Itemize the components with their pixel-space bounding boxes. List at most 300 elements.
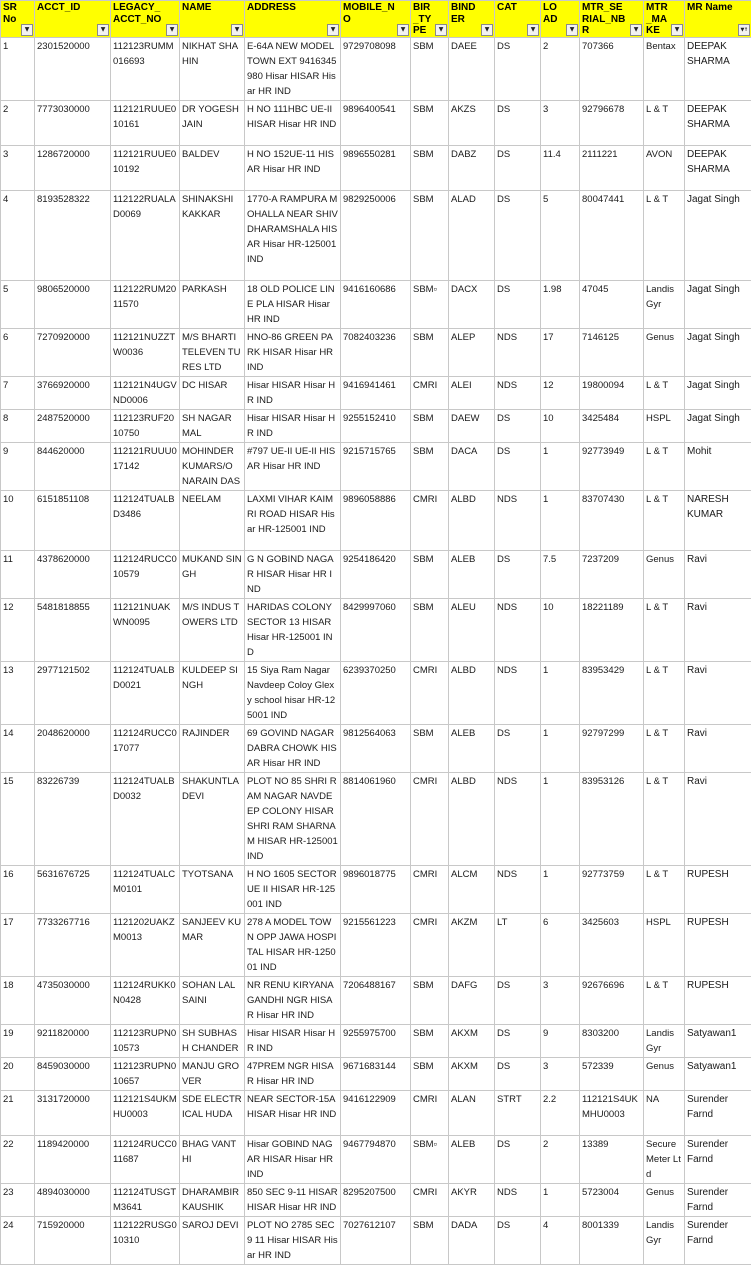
table-cell[interactable]: Surender Farnd bbox=[685, 1135, 751, 1183]
table-cell[interactable]: 112124TUALBD0032 bbox=[111, 772, 180, 865]
table-cell[interactable]: L & T bbox=[644, 598, 685, 661]
table-cell[interactable]: 112123RUPN010657 bbox=[111, 1057, 180, 1090]
table-cell[interactable]: Surender Farnd bbox=[685, 1090, 751, 1135]
table-cell[interactable]: Surender Farnd bbox=[685, 1183, 751, 1216]
table-cell[interactable]: CMRI bbox=[411, 1183, 449, 1216]
table-cell[interactable]: NR RENU KIRYANA GANDHI NGR HISAR Hisar HR IND bbox=[245, 976, 341, 1024]
table-cell[interactable]: 2 bbox=[541, 37, 580, 100]
table-cell[interactable]: ALEU bbox=[449, 598, 495, 661]
table-cell[interactable]: 2111221 bbox=[580, 145, 644, 190]
table-cell[interactable]: NIKHAT SHAHIN bbox=[180, 37, 245, 100]
table-cell[interactable]: ALCM bbox=[449, 865, 495, 913]
table-cell[interactable]: SBM▫ bbox=[411, 280, 449, 328]
table-cell[interactable]: 9416160686 bbox=[341, 280, 411, 328]
table-cell[interactable]: 112124TUALBD3486 bbox=[111, 490, 180, 550]
table-cell[interactable]: Genus bbox=[644, 1057, 685, 1090]
table-cell[interactable]: 9255152410 bbox=[341, 409, 411, 442]
table-cell[interactable]: AKXM bbox=[449, 1024, 495, 1057]
table-cell[interactable]: ALAD bbox=[449, 190, 495, 280]
table-cell[interactable]: L & T bbox=[644, 490, 685, 550]
table-cell[interactable]: 112124TUALCM0101 bbox=[111, 865, 180, 913]
filter-dropdown-icon[interactable]: ▼ bbox=[231, 24, 243, 36]
table-cell[interactable]: L & T bbox=[644, 865, 685, 913]
table-cell[interactable]: ALEB bbox=[449, 550, 495, 598]
table-cell[interactable]: 1 bbox=[541, 490, 580, 550]
table-cell[interactable]: DS bbox=[495, 37, 541, 100]
table-cell[interactable]: Jagat Singh bbox=[685, 409, 751, 442]
table-cell[interactable]: 112124RUCC017077 bbox=[111, 724, 180, 772]
table-cell[interactable]: NDS bbox=[495, 490, 541, 550]
table-cell[interactable]: 707366 bbox=[580, 37, 644, 100]
table-cell[interactable]: 2487520000 bbox=[35, 409, 111, 442]
table-cell[interactable]: PLOT NO 2785 SEC 9 11 Hisar HISAR Hisar HR IND bbox=[245, 1216, 341, 1264]
table-cell[interactable]: DACA bbox=[449, 442, 495, 490]
table-cell[interactable]: 8295207500 bbox=[341, 1183, 411, 1216]
table-cell[interactable]: DS bbox=[495, 145, 541, 190]
table-cell[interactable]: L & T bbox=[644, 376, 685, 409]
filter-dropdown-icon[interactable]: ▼ bbox=[527, 24, 539, 36]
table-cell[interactable]: 112121S4UKMHU0003 bbox=[580, 1090, 644, 1135]
table-cell[interactable]: SBM bbox=[411, 598, 449, 661]
table-cell[interactable]: Ravi bbox=[685, 598, 751, 661]
table-cell[interactable]: 7206488167 bbox=[341, 976, 411, 1024]
table-cell[interactable]: HSPL bbox=[644, 913, 685, 976]
table-cell[interactable]: LT bbox=[495, 913, 541, 976]
table-cell[interactable]: CMRI bbox=[411, 865, 449, 913]
table-cell[interactable]: NA bbox=[644, 1090, 685, 1135]
filter-dropdown-icon[interactable]: ▼ bbox=[397, 24, 409, 36]
table-cell[interactable]: DAEW bbox=[449, 409, 495, 442]
table-cell[interactable]: NDS bbox=[495, 865, 541, 913]
table-cell[interactable]: M/S BHARTI TELEVEN TURES LTD bbox=[180, 328, 245, 376]
table-cell[interactable]: SBM bbox=[411, 976, 449, 1024]
table-cell[interactable]: 8 bbox=[1, 409, 35, 442]
table-cell[interactable]: 3 bbox=[1, 145, 35, 190]
table-cell[interactable]: 112121RUUU017142 bbox=[111, 442, 180, 490]
table-cell[interactable]: 17 bbox=[541, 328, 580, 376]
table-cell[interactable]: Ravi bbox=[685, 772, 751, 865]
table-cell[interactable]: 10 bbox=[541, 409, 580, 442]
table-cell[interactable]: Mohit bbox=[685, 442, 751, 490]
column-header[interactable] bbox=[341, 1, 411, 38]
table-cell[interactable]: 112123RUF2010750 bbox=[111, 409, 180, 442]
table-cell[interactable]: DS bbox=[495, 1216, 541, 1264]
filter-dropdown-icon[interactable]: ▼ bbox=[671, 24, 683, 36]
table-cell[interactable]: 19 bbox=[1, 1024, 35, 1057]
table-cell[interactable]: DACX bbox=[449, 280, 495, 328]
table-cell[interactable]: 23 bbox=[1, 1183, 35, 1216]
table-cell[interactable]: 9 bbox=[541, 1024, 580, 1057]
table-cell[interactable]: NDS bbox=[495, 772, 541, 865]
table-cell[interactable]: 19800094 bbox=[580, 376, 644, 409]
table-cell[interactable]: 112121RUUE010192 bbox=[111, 145, 180, 190]
table-cell[interactable]: 9671683144 bbox=[341, 1057, 411, 1090]
column-header[interactable] bbox=[644, 1, 685, 38]
table-cell[interactable]: 83707430 bbox=[580, 490, 644, 550]
table-cell[interactable]: 7773030000 bbox=[35, 100, 111, 145]
table-cell[interactable]: ALBD bbox=[449, 490, 495, 550]
table-cell[interactable]: CMRI bbox=[411, 490, 449, 550]
table-cell[interactable]: 112124TUALBD0021 bbox=[111, 661, 180, 724]
table-cell[interactable]: Ravi bbox=[685, 550, 751, 598]
table-cell[interactable]: 112124RUKK0N0428 bbox=[111, 976, 180, 1024]
table-cell[interactable]: Satyawan1 bbox=[685, 1057, 751, 1090]
table-cell[interactable]: 11.4 bbox=[541, 145, 580, 190]
table-cell[interactable]: 4 bbox=[1, 190, 35, 280]
table-cell[interactable]: DEEPAK SHARMA bbox=[685, 145, 751, 190]
table-cell[interactable]: 2301520000 bbox=[35, 37, 111, 100]
table-cell[interactable]: 2048620000 bbox=[35, 724, 111, 772]
table-cell[interactable]: 14 bbox=[1, 724, 35, 772]
table-cell[interactable]: ALAN bbox=[449, 1090, 495, 1135]
table-cell[interactable]: 8429997060 bbox=[341, 598, 411, 661]
table-cell[interactable]: H NO 1605 SECTOR UE II HISAR HR-125001 IND bbox=[245, 865, 341, 913]
table-cell[interactable]: 1286720000 bbox=[35, 145, 111, 190]
table-cell[interactable]: 13 bbox=[1, 661, 35, 724]
table-cell[interactable]: DS bbox=[495, 409, 541, 442]
table-cell[interactable]: Genus bbox=[644, 1183, 685, 1216]
table-cell[interactable]: AKXM bbox=[449, 1057, 495, 1090]
table-cell[interactable]: 16 bbox=[1, 865, 35, 913]
table-cell[interactable]: SOHAN LAL SAINI bbox=[180, 976, 245, 1024]
table-cell[interactable]: L & T bbox=[644, 724, 685, 772]
table-cell[interactable]: 112121RUUE010161 bbox=[111, 100, 180, 145]
table-cell[interactable]: 112121N4UGVND0006 bbox=[111, 376, 180, 409]
table-cell[interactable]: Bentax bbox=[644, 37, 685, 100]
table-cell[interactable]: 92773949 bbox=[580, 442, 644, 490]
table-cell[interactable]: 24 bbox=[1, 1216, 35, 1264]
table-cell[interactable]: SAROJ DEVI bbox=[180, 1216, 245, 1264]
table-cell[interactable]: 17 bbox=[1, 913, 35, 976]
table-cell[interactable]: 3425484 bbox=[580, 409, 644, 442]
table-cell[interactable]: 1770-A RAMPURA MOHALLA NEAR SHIV DHARAMSHALA HISAR Hisar HR-125001 IND bbox=[245, 190, 341, 280]
table-cell[interactable]: SH SUBHASH CHANDER bbox=[180, 1024, 245, 1057]
table-cell[interactable]: G N GOBIND NAGAR HISAR Hisar HR IND bbox=[245, 550, 341, 598]
table-cell[interactable]: DS bbox=[495, 190, 541, 280]
table-cell[interactable]: 1 bbox=[541, 442, 580, 490]
table-cell[interactable]: SBM▫ bbox=[411, 1135, 449, 1183]
table-cell[interactable]: 1 bbox=[541, 865, 580, 913]
table-cell[interactable]: H NO 111HBC UE-II HISAR Hisar HR IND bbox=[245, 100, 341, 145]
table-cell[interactable]: 7270920000 bbox=[35, 328, 111, 376]
table-cell[interactable]: 7 bbox=[1, 376, 35, 409]
table-cell[interactable]: Genus bbox=[644, 550, 685, 598]
table-cell[interactable]: 4378620000 bbox=[35, 550, 111, 598]
column-header[interactable] bbox=[411, 1, 449, 38]
table-cell[interactable]: 9416122909 bbox=[341, 1090, 411, 1135]
table-cell[interactable]: DABZ bbox=[449, 145, 495, 190]
table-cell[interactable]: DS bbox=[495, 976, 541, 1024]
table-cell[interactable]: 18221189 bbox=[580, 598, 644, 661]
table-cell[interactable]: RAJINDER bbox=[180, 724, 245, 772]
table-cell[interactable]: 5 bbox=[1, 280, 35, 328]
table-cell[interactable]: 4 bbox=[541, 1216, 580, 1264]
table-cell[interactable]: 20 bbox=[1, 1057, 35, 1090]
table-cell[interactable]: SBM bbox=[411, 328, 449, 376]
table-cell[interactable]: 92676696 bbox=[580, 976, 644, 1024]
table-cell[interactable]: 4735030000 bbox=[35, 976, 111, 1024]
column-header[interactable] bbox=[541, 1, 580, 38]
table-cell[interactable]: NDS bbox=[495, 328, 541, 376]
table-cell[interactable]: 15 Siya Ram Nagar Navdeep Coloy Glexy school hisar HR-125001 IND bbox=[245, 661, 341, 724]
sort-ascending-icon[interactable]: ▼↑ bbox=[738, 24, 750, 36]
column-header[interactable] bbox=[111, 1, 180, 38]
table-cell[interactable]: Jagat Singh bbox=[685, 328, 751, 376]
filter-dropdown-icon[interactable]: ▼ bbox=[435, 24, 447, 36]
table-cell[interactable]: DS bbox=[495, 442, 541, 490]
table-cell[interactable]: 9896400541 bbox=[341, 100, 411, 145]
table-cell[interactable]: MOHINDER KUMARS/O NARAIN DAS bbox=[180, 442, 245, 490]
table-cell[interactable]: DS bbox=[495, 280, 541, 328]
table-cell[interactable]: NDS bbox=[495, 376, 541, 409]
table-cell[interactable]: 7082403236 bbox=[341, 328, 411, 376]
table-cell[interactable]: 9215561223 bbox=[341, 913, 411, 976]
table-cell[interactable]: M/S INDUS TOWERS LTD bbox=[180, 598, 245, 661]
table-cell[interactable]: Landis Gyr bbox=[644, 1024, 685, 1057]
column-header[interactable] bbox=[180, 1, 245, 38]
table-cell[interactable]: DS bbox=[495, 1024, 541, 1057]
table-cell[interactable]: 112122RUM2011570 bbox=[111, 280, 180, 328]
table-cell[interactable]: SBM bbox=[411, 442, 449, 490]
table-cell[interactable]: 47045 bbox=[580, 280, 644, 328]
table-cell[interactable]: Hisar HISAR Hisar HR IND bbox=[245, 1024, 341, 1057]
table-cell[interactable]: Landis Gyr bbox=[644, 280, 685, 328]
table-cell[interactable]: 1 bbox=[541, 724, 580, 772]
table-cell[interactable]: 112123RUPN010573 bbox=[111, 1024, 180, 1057]
column-header[interactable] bbox=[685, 1, 751, 38]
table-cell[interactable]: 850 SEC 9-11 HISAR HISAR Hisar HR IND bbox=[245, 1183, 341, 1216]
table-cell[interactable]: 9467794870 bbox=[341, 1135, 411, 1183]
table-cell[interactable]: SBM bbox=[411, 1216, 449, 1264]
table-cell[interactable]: SH NAGAR MAL bbox=[180, 409, 245, 442]
table-cell[interactable]: 13389 bbox=[580, 1135, 644, 1183]
table-cell[interactable]: 9255975700 bbox=[341, 1024, 411, 1057]
table-cell[interactable]: 6239370250 bbox=[341, 661, 411, 724]
table-cell[interactable]: 11 bbox=[1, 550, 35, 598]
table-cell[interactable]: Surender Farnd bbox=[685, 1216, 751, 1264]
table-cell[interactable]: 80047441 bbox=[580, 190, 644, 280]
table-cell[interactable]: HSPL bbox=[644, 409, 685, 442]
table-cell[interactable]: DEEPAK SHARMA bbox=[685, 100, 751, 145]
table-cell[interactable]: H NO 152UE-11 HISAR Hisar HR IND bbox=[245, 145, 341, 190]
table-cell[interactable]: DEEPAK SHARMA bbox=[685, 37, 751, 100]
table-cell[interactable]: DS bbox=[495, 1135, 541, 1183]
table-cell[interactable]: AKYR bbox=[449, 1183, 495, 1216]
table-cell[interactable]: 112124RUCC011687 bbox=[111, 1135, 180, 1183]
table-cell[interactable]: 112124RUCC010579 bbox=[111, 550, 180, 598]
table-cell[interactable]: 3 bbox=[541, 1057, 580, 1090]
table-cell[interactable]: CMRI bbox=[411, 1090, 449, 1135]
table-cell[interactable]: ALEB bbox=[449, 724, 495, 772]
table-cell[interactable]: 9896550281 bbox=[341, 145, 411, 190]
table-cell[interactable]: MANJU GROVER bbox=[180, 1057, 245, 1090]
table-cell[interactable]: NARESH KUMAR bbox=[685, 490, 751, 550]
table-cell[interactable]: 83226739 bbox=[35, 772, 111, 865]
table-cell[interactable]: SBM bbox=[411, 550, 449, 598]
table-cell[interactable]: 572339 bbox=[580, 1057, 644, 1090]
table-cell[interactable]: ALEB bbox=[449, 1135, 495, 1183]
table-cell[interactable]: NEELAM bbox=[180, 490, 245, 550]
table-cell[interactable]: 8814061960 bbox=[341, 772, 411, 865]
table-cell[interactable]: DAFG bbox=[449, 976, 495, 1024]
table-cell[interactable]: 8303200 bbox=[580, 1024, 644, 1057]
table-cell[interactable]: 2 bbox=[541, 1135, 580, 1183]
table-cell[interactable]: 10 bbox=[541, 598, 580, 661]
table-cell[interactable]: 3131720000 bbox=[35, 1090, 111, 1135]
table-cell[interactable]: 112121NUAKWN0095 bbox=[111, 598, 180, 661]
table-cell[interactable]: STRT bbox=[495, 1090, 541, 1135]
table-cell[interactable]: 10 bbox=[1, 490, 35, 550]
table-cell[interactable]: 83953429 bbox=[580, 661, 644, 724]
table-cell[interactable]: NDS bbox=[495, 661, 541, 724]
table-cell[interactable]: KULDEEP SINGH bbox=[180, 661, 245, 724]
table-cell[interactable]: 112123RUMM016693 bbox=[111, 37, 180, 100]
table-cell[interactable]: ALBD bbox=[449, 661, 495, 724]
table-cell[interactable]: L & T bbox=[644, 661, 685, 724]
table-cell[interactable]: NEAR SECTOR-15A HISAR Hisar HR IND bbox=[245, 1090, 341, 1135]
table-cell[interactable]: DC HISAR bbox=[180, 376, 245, 409]
table-cell[interactable]: SBM bbox=[411, 100, 449, 145]
table-cell[interactable]: AVON bbox=[644, 145, 685, 190]
table-cell[interactable]: 7237209 bbox=[580, 550, 644, 598]
table-cell[interactable]: E-64A NEW MODEL TOWN EXT 9416345980 Hisar HISAR Hisar HR IND bbox=[245, 37, 341, 100]
table-cell[interactable]: 2.2 bbox=[541, 1090, 580, 1135]
column-header[interactable] bbox=[35, 1, 111, 38]
table-cell[interactable]: 9806520000 bbox=[35, 280, 111, 328]
filter-dropdown-icon[interactable]: ▼ bbox=[166, 24, 178, 36]
table-cell[interactable]: CMRI bbox=[411, 772, 449, 865]
table-cell[interactable]: 92796678 bbox=[580, 100, 644, 145]
table-cell[interactable]: 5723004 bbox=[580, 1183, 644, 1216]
table-cell[interactable]: 9211820000 bbox=[35, 1024, 111, 1057]
table-cell[interactable]: 6 bbox=[1, 328, 35, 376]
table-cell[interactable]: 92773759 bbox=[580, 865, 644, 913]
column-header[interactable] bbox=[495, 1, 541, 38]
table-cell[interactable]: L & T bbox=[644, 976, 685, 1024]
table-cell[interactable]: 9215715765 bbox=[341, 442, 411, 490]
table-cell[interactable]: SANJEEV KUMAR bbox=[180, 913, 245, 976]
table-cell[interactable]: Jagat Singh bbox=[685, 280, 751, 328]
column-header[interactable] bbox=[1, 1, 35, 38]
table-cell[interactable]: DS bbox=[495, 550, 541, 598]
table-cell[interactable]: Secure Meter Ltd bbox=[644, 1135, 685, 1183]
filter-dropdown-icon[interactable]: ▼ bbox=[481, 24, 493, 36]
table-cell[interactable]: 69 GOVIND NAGAR DABRA CHOWK HISAR Hisar HR IND bbox=[245, 724, 341, 772]
table-cell[interactable]: Jagat Singh bbox=[685, 190, 751, 280]
table-cell[interactable]: 1.98 bbox=[541, 280, 580, 328]
table-cell[interactable]: CMRI bbox=[411, 661, 449, 724]
table-cell[interactable]: 21 bbox=[1, 1090, 35, 1135]
table-cell[interactable]: 112121NUZZTW0036 bbox=[111, 328, 180, 376]
table-cell[interactable]: 9896018775 bbox=[341, 865, 411, 913]
table-cell[interactable]: 3425603 bbox=[580, 913, 644, 976]
table-cell[interactable]: Ravi bbox=[685, 724, 751, 772]
table-cell[interactable]: SBM bbox=[411, 1024, 449, 1057]
filter-dropdown-icon[interactable]: ▼ bbox=[21, 24, 33, 36]
table-cell[interactable]: 1 bbox=[1, 37, 35, 100]
table-cell[interactable]: SBM bbox=[411, 145, 449, 190]
table-cell[interactable]: 7146125 bbox=[580, 328, 644, 376]
table-cell[interactable]: 3766920000 bbox=[35, 376, 111, 409]
table-cell[interactable]: Genus bbox=[644, 328, 685, 376]
table-cell[interactable]: 9 bbox=[1, 442, 35, 490]
column-header[interactable] bbox=[449, 1, 495, 38]
table-cell[interactable]: CMRI bbox=[411, 376, 449, 409]
table-cell[interactable]: Ravi bbox=[685, 661, 751, 724]
table-cell[interactable]: ALEI bbox=[449, 376, 495, 409]
table-cell[interactable]: SHINAKSHI KAKKAR bbox=[180, 190, 245, 280]
table-cell[interactable]: L & T bbox=[644, 100, 685, 145]
table-cell[interactable]: PARKASH bbox=[180, 280, 245, 328]
table-cell[interactable]: 15 bbox=[1, 772, 35, 865]
table-cell[interactable]: SDE ELECTRICAL HUDA bbox=[180, 1090, 245, 1135]
table-cell[interactable]: AKZM bbox=[449, 913, 495, 976]
table-cell[interactable]: RUPESH bbox=[685, 976, 751, 1024]
filter-dropdown-icon[interactable]: ▼ bbox=[327, 24, 339, 36]
table-cell[interactable]: DS bbox=[495, 724, 541, 772]
table-cell[interactable]: 12 bbox=[1, 598, 35, 661]
table-cell[interactable]: NDS bbox=[495, 1183, 541, 1216]
table-cell[interactable]: 112121S4UKMHU0003 bbox=[111, 1090, 180, 1135]
table-cell[interactable]: 7.5 bbox=[541, 550, 580, 598]
table-cell[interactable]: 9896058886 bbox=[341, 490, 411, 550]
column-header[interactable] bbox=[580, 1, 644, 38]
table-cell[interactable]: 7733267716 bbox=[35, 913, 111, 976]
table-cell[interactable]: 3 bbox=[541, 100, 580, 145]
table-cell[interactable]: Hisar HISAR Hisar HR IND bbox=[245, 376, 341, 409]
table-cell[interactable]: RUPESH bbox=[685, 865, 751, 913]
table-cell[interactable]: 1 bbox=[541, 1183, 580, 1216]
table-cell[interactable]: TYOTSANA bbox=[180, 865, 245, 913]
table-cell[interactable]: DS bbox=[495, 1057, 541, 1090]
table-cell[interactable]: 8459030000 bbox=[35, 1057, 111, 1090]
filter-dropdown-icon[interactable]: ▼ bbox=[630, 24, 642, 36]
table-cell[interactable]: 278 A MODEL TOWN OPP JAWA HOSPITAL HISAR HR-125001 IND bbox=[245, 913, 341, 976]
table-cell[interactable]: SBM bbox=[411, 409, 449, 442]
table-cell[interactable]: 18 bbox=[1, 976, 35, 1024]
table-cell[interactable]: Satyawan1 bbox=[685, 1024, 751, 1057]
table-cell[interactable]: 6 bbox=[541, 913, 580, 976]
table-cell[interactable]: 12 bbox=[541, 376, 580, 409]
table-cell[interactable]: LAXMI VIHAR KAIMRI ROAD HISAR Hisar HR-125001 IND bbox=[245, 490, 341, 550]
table-cell[interactable]: 8193528322 bbox=[35, 190, 111, 280]
table-cell[interactable]: Jagat Singh bbox=[685, 376, 751, 409]
table-cell[interactable]: 2977121502 bbox=[35, 661, 111, 724]
table-cell[interactable]: 22 bbox=[1, 1135, 35, 1183]
table-cell[interactable]: ALBD bbox=[449, 772, 495, 865]
table-cell[interactable]: 18 OLD POLICE LINE PLA HISAR Hisar HR IND bbox=[245, 280, 341, 328]
filter-dropdown-icon[interactable]: ▼ bbox=[566, 24, 578, 36]
table-cell[interactable]: DHARAMBIR KAUSHIK bbox=[180, 1183, 245, 1216]
table-cell[interactable]: SBM bbox=[411, 190, 449, 280]
table-cell[interactable]: DAEE bbox=[449, 37, 495, 100]
table-cell[interactable]: BALDEV bbox=[180, 145, 245, 190]
table-cell[interactable]: 1121202UAKZM0013 bbox=[111, 913, 180, 976]
table-cell[interactable]: 5631676725 bbox=[35, 865, 111, 913]
table-cell[interactable]: MUKAND SINGH bbox=[180, 550, 245, 598]
table-cell[interactable]: 9812564063 bbox=[341, 724, 411, 772]
table-cell[interactable]: 112124TUSGTM3641 bbox=[111, 1183, 180, 1216]
table-cell[interactable]: 3 bbox=[541, 976, 580, 1024]
table-cell[interactable]: Hisar HISAR Hisar HR IND bbox=[245, 409, 341, 442]
table-cell[interactable]: #797 UE-II UE-II HISAR Hisar HR IND bbox=[245, 442, 341, 490]
table-cell[interactable]: 8001339 bbox=[580, 1216, 644, 1264]
table-cell[interactable]: L & T bbox=[644, 190, 685, 280]
table-cell[interactable]: 2 bbox=[1, 100, 35, 145]
table-cell[interactable]: SHAKUNTLA DEVI bbox=[180, 772, 245, 865]
table-cell[interactable]: 4894030000 bbox=[35, 1183, 111, 1216]
table-cell[interactable]: 9254186420 bbox=[341, 550, 411, 598]
